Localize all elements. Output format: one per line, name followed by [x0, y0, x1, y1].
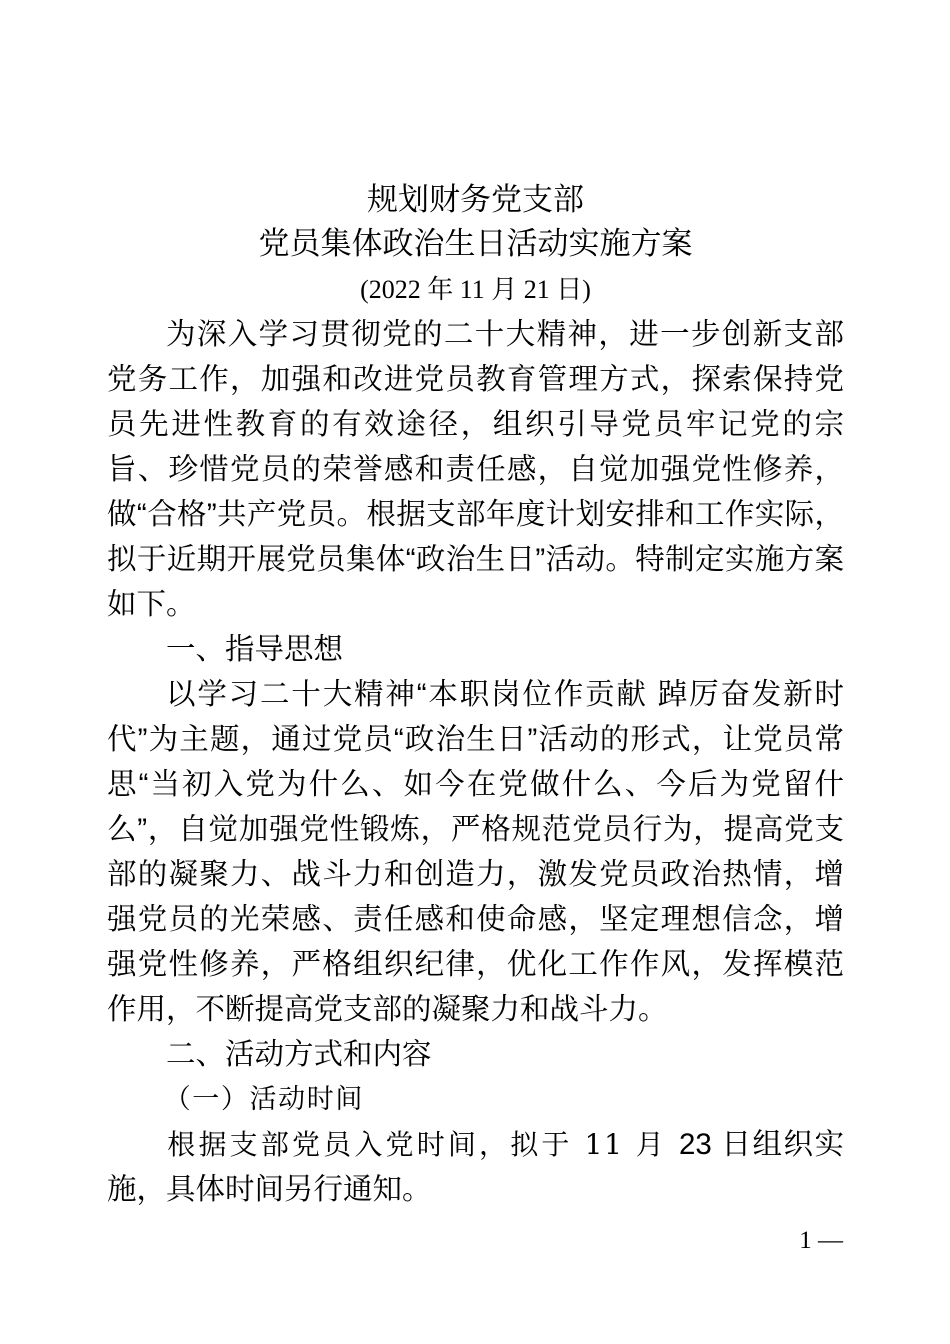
activity-time-kai-text: 根据支部党员入党时间，拟于 11 月 [165, 1128, 679, 1161]
page-number-footer: 1 — [799, 1227, 843, 1254]
document-title-line-2: 党员集体政治生日活动实施方案 [258, 226, 693, 261]
document-title-line-1: 规划财务党支部 [367, 182, 584, 217]
paragraph-guiding-ideology: 以学习二十大精神“本职岗位作贡献 踔厉奋发新时代”为主题，通过党员“政治生日”活动的形式，让党员常思“当初入党为什么、如今在党做什么、今后为党留什么”，自觉加强党性锻炼，严格规范党员行为，提高党支部的凝聚力、战斗力和创造力，激发党员政治热情，增强党员的光荣感、责任感和使命感，坚定理想信念，增强党性修养，严格组织纪律，优化工作作风，发挥模范作用，不断提高党支部的凝聚力和战斗力。 [107, 678, 844, 1026]
document-date-line: (2022 年 11 月 21 日) [360, 275, 591, 304]
subsection-heading-activity-time: （一）活动时间 [163, 1084, 365, 1115]
paragraph-intro: 为深入学习贯彻党的二十大精神，进一步创新支部党务工作，加强和改进党员教育管理方式，探索保持党员先进性教育的有效途径，组织引导党员牢记党的宗旨、珍惜党员的荣誉感和责任感，自觉加强党性修养，做“合格”共产党员。根据支部年度计划安排和工作实际，拟于近期开展党员集体“政治生日”活动。特制定实施方案如下。 [107, 318, 844, 621]
paragraph-activity-time [107, 1122, 844, 1212]
document-body [107, 178, 844, 1212]
section-heading-two: 二、活动方式和内容 [166, 1038, 432, 1071]
section-heading-one: 一、指导思想 [166, 633, 344, 666]
activity-time-hei-text: 23 日组织实施，具体时间另行通知。 [107, 1128, 844, 1206]
